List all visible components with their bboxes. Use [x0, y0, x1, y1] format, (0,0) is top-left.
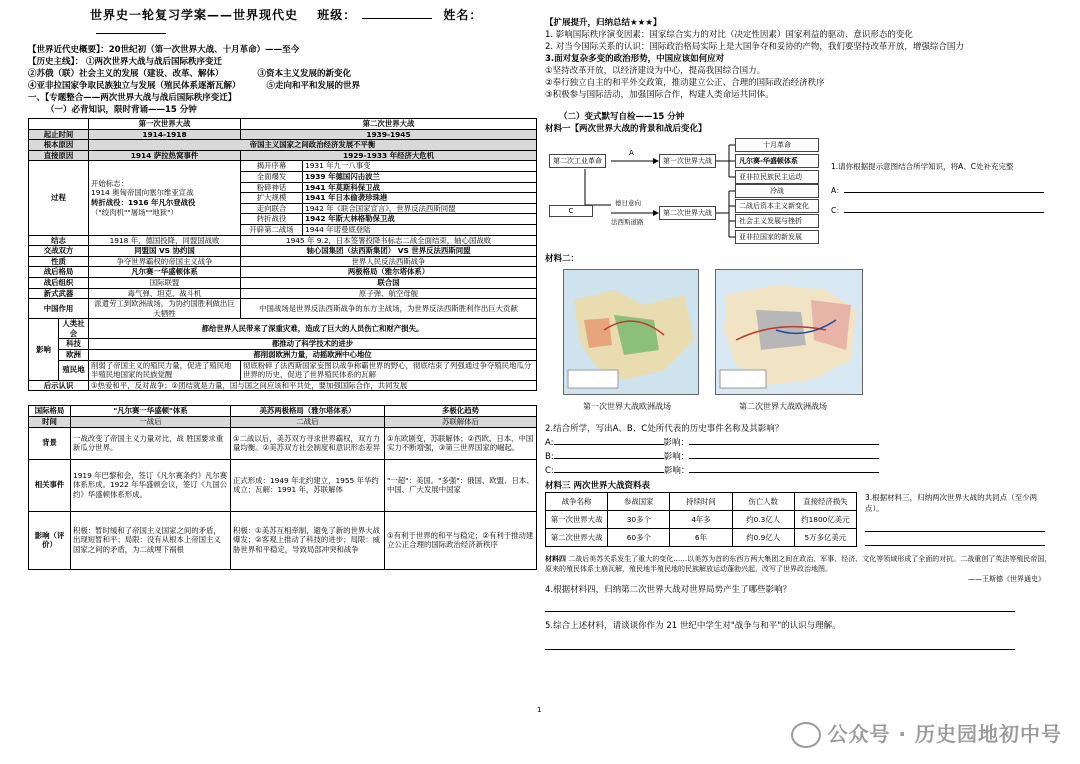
page-number: 1 — [537, 706, 542, 714]
table-cell: 约0.9亿人 — [732, 529, 794, 547]
q2-a-label: A: — [545, 438, 554, 448]
row-label: 起止时间 — [29, 129, 89, 140]
ww-compare-table — [28, 118, 537, 391]
answer-blank[interactable] — [689, 435, 879, 445]
stage-key: 转折战役 — [241, 214, 303, 225]
impact-value: 都推动了科学技术的进步 — [89, 339, 537, 350]
ext-title: 【扩展提升，归纳总结★★★】 — [545, 18, 662, 28]
answer-blank[interactable] — [865, 522, 1045, 532]
class-label: 班级： — [317, 8, 357, 22]
answer-a-label: A： — [831, 186, 844, 195]
header: "凡尔赛一华盛顿"体系 — [71, 406, 231, 417]
question-5: 5.综合上述材料，请谈谈你作为 21 世纪中学生对"战争与和平"的认识与理解。 — [545, 621, 841, 631]
diagram-node: 凡尔赛-华盛顿体系 — [735, 154, 819, 168]
overview-label: 【世界近代史概要】： — [28, 45, 109, 55]
cell: 联合国 — [241, 277, 537, 288]
cell: 国际联盟 — [89, 277, 241, 288]
answer-blank[interactable] — [545, 602, 1015, 612]
wechat-icon — [791, 722, 821, 748]
mainline-row3 — [28, 80, 536, 92]
material-3-area — [545, 492, 1055, 554]
answer-blank[interactable] — [554, 435, 664, 445]
mainline — [28, 56, 536, 68]
cell: ①热爱和平，反对战争；②团结就是力量，国与国之间应该和平共处，要加强国际合作，共同发展 — [89, 380, 537, 391]
table-cell: 约0.3亿人 — [732, 511, 794, 529]
diagram-node: 亚非拉民族民主运动 — [735, 170, 819, 184]
map-ww2-caption: 第二次世界大战欧洲战场 — [739, 402, 827, 411]
topic-heading: 一、【专题整合——两次世界大战与战后国际秩序变迁】 — [28, 93, 237, 103]
mainline-5: ⑤走向和平和发展的世界 — [266, 81, 361, 91]
answer-c-label: C： — [831, 206, 844, 215]
cell: 彻底粉碎了法西斯国家妄图以战争称霸世界的野心，彻底结束了列强通过争夺殖民地瓜分世界的历史，促进了世界殖民体系的瓦解 — [241, 360, 537, 380]
header: 美苏两极格局（雅尔塔体系） — [231, 406, 385, 417]
question-1: 1.请你根据提示意图结合所学知识，将A、C处补充完整 — [831, 162, 1014, 171]
diagram-node: C — [549, 205, 593, 217]
q2-b-label: B: — [545, 452, 554, 462]
stage-key: 走向联合 — [241, 203, 303, 214]
row-label: 时间 — [29, 417, 71, 428]
cell: 二战后 — [231, 417, 385, 428]
cell: 1914-1918 — [89, 129, 241, 140]
watermark-text: 公众号 · 历史园地初中号 — [827, 721, 1062, 746]
row-label: 相关事件 — [29, 459, 71, 511]
stage-key: 粉碎神话 — [241, 182, 303, 193]
table-cell: 4年多 — [670, 511, 732, 529]
cell: ①二战以后，美苏双方寻求世界霸权，双方力量均衡。②美苏双方社会制度和意识形态差异 — [231, 427, 385, 459]
ext-1: 1. 影响国际秩序演变因素：国家综合实力的对比（决定性因素）国家利益的驱动、意识形态的变化 — [545, 30, 913, 40]
table-cell: 30多个 — [608, 511, 670, 529]
impact-key: 殖民地 — [59, 360, 89, 380]
cell: ①东欧剧变，苏联解体；②西欧、日本、中国实力不断增强，③第三世界国家的崛起。 — [385, 427, 537, 459]
left-column — [28, 44, 536, 570]
q2-b — [545, 449, 1055, 463]
cell: 两极格局（雅尔塔体系） — [241, 267, 537, 278]
name-blank — [96, 33, 166, 34]
material-4-label: 材料四 — [545, 555, 566, 563]
question-4: 4.根据材料四，归纳第二次世界大战对世界局势产生了哪些影响？ — [545, 585, 792, 595]
stage-value: 1941 年莫斯科保卫战 — [303, 182, 537, 193]
diagram-node: 社会主义发展与挫折 — [735, 214, 819, 228]
cell: 轴心国集团（法西斯集团） VS 世界反法西斯同盟 — [241, 246, 537, 257]
ww1-process — [89, 161, 241, 235]
material-2-label: 材料二： — [545, 254, 580, 264]
mainline-1: ①两次世界大战与战后国际秩序变迁 — [85, 57, 222, 67]
row-label: 中国作用 — [29, 299, 89, 319]
answer-c — [831, 203, 1044, 216]
stage-value: 1944 年诺曼底登陆 — [303, 224, 537, 235]
cell: 削弱了帝国主义的殖民力量，促进了殖民地半殖民地国家的民族觉醒 — [89, 360, 241, 380]
cell: 1919 年巴黎和会，签订《凡尔赛条约》凡尔赛体系形成。1922 年华盛顿会议，签订《九国公约》华盛顿体系形成。 — [71, 459, 231, 511]
material-4 — [545, 554, 1053, 574]
table-cell: 6年 — [670, 529, 732, 547]
material-4-text: 二战后美苏关系发生了重大的变化……以美苏为首的东西方两大集团之间在政治、军事、经济、文化等领域形成了全面的对抗。二战重创了英法等殖民帝国，原来的殖民体系土崩瓦解，殖民地半殖民地的民族解放运动蓬勃兴起，改写了世界政治地图。 — [545, 555, 1052, 573]
diagram-label-a: A — [629, 149, 634, 157]
row-label: 背景 — [29, 427, 71, 459]
class-blank — [362, 18, 432, 19]
diagram-node: 十月革命 — [735, 138, 819, 152]
table-header: 持续时间 — [670, 493, 732, 511]
diagram-node: 第一次世界大战 — [659, 154, 716, 168]
mainline-4: ④亚非拉国家争取民族独立与发展（殖民体系逐渐瓦解） — [28, 81, 241, 91]
sub-heading-2: （二）变式默写自检——15 分钟 — [559, 112, 685, 122]
answer-blank[interactable] — [689, 463, 879, 473]
map-ww2 — [715, 269, 863, 395]
cell: 1929-1933 年经济大危机 — [241, 150, 537, 161]
impact-key: 科技 — [59, 339, 89, 350]
stage-value: 1942 年《联合国家宣言》，世界反法西斯同盟 — [303, 203, 537, 214]
mainline-2: ②苏俄（联）社会主义的发展（建设、改革、解体） — [28, 69, 224, 79]
row-label: 影响 — [29, 319, 59, 381]
question-3: 3.根据材料三，归纳两次世界大战的共同点（至少两点）。 — [865, 493, 1038, 513]
stage-key: 开辟第二战场 — [241, 224, 303, 235]
stage-value: 1939 年德国闪击波兰 — [303, 171, 537, 182]
ext-3: 3.面对复杂多变的政治形势，中国应该如何应对 — [545, 54, 725, 64]
ext-3b: ②奉行独立自主的和平外交政策，推动建立公正、合理的国际政治经济秩序 — [545, 78, 825, 88]
mainline-label: 【历史主线】： — [28, 57, 84, 67]
row-label: 直接原因 — [29, 150, 89, 161]
overview-text: 20世纪初（第一次世界大战、十月革命）——至今 — [108, 45, 300, 55]
table-header: 参战国家 — [608, 493, 670, 511]
diagram-node: 二战后资本主义新变化 — [735, 199, 819, 213]
right-column — [545, 17, 1055, 650]
stage-value: 1942 年斯大林格勒保卫战 — [303, 214, 537, 225]
row-label: 新式武器 — [29, 288, 89, 299]
diagram-node: 冷战 — [735, 184, 819, 198]
war-data-table — [545, 492, 857, 547]
table-cell: 第二次世界大战 — [546, 529, 608, 547]
cell: 一战后 — [71, 417, 231, 428]
effect-label: 影响： — [663, 438, 690, 448]
diagram-node: 亚非拉国家的新发展 — [735, 230, 819, 244]
answer-blank[interactable] — [844, 183, 1044, 193]
row-label: 根本原因 — [29, 140, 89, 151]
cell: 1945 年 9.2，日本签署投降书标志二战全面结束，轴心国战败 — [241, 235, 537, 246]
stage-key: 揭开序幕 — [241, 161, 303, 172]
map-ww1 — [563, 269, 699, 395]
impact-value: 都给世界人民带来了深重灾难，造成了巨大的人员伤亡和财产损失。 — [89, 319, 537, 339]
ww1-process-line: 1914 奥匈帝国向塞尔维亚宣战 — [91, 188, 194, 198]
document-title — [90, 6, 510, 37]
answer-blank[interactable] — [844, 203, 1044, 213]
ww1-process-line: （"绞肉机""屠场""地狱"） — [91, 207, 178, 217]
stage-value: 1941 年日本偷袭珍珠港 — [303, 193, 537, 204]
ww1-process-line: 转折战役：1916 年凡尔登战役 — [91, 197, 196, 207]
stage-key: 全面爆发 — [241, 171, 303, 182]
ext-3a: ①坚持改革开放，以经济建设为中心，提高我国综合国力。 — [545, 66, 766, 76]
answer-blank[interactable] — [545, 640, 1015, 650]
material-1-label: 材料一【两次世界大战的背景和战后变化】 — [545, 124, 707, 134]
cell: 世界人民反法西斯战争 — [241, 256, 537, 267]
row-label: 战后格局 — [29, 267, 89, 278]
q2-c-label: C: — [545, 466, 554, 476]
title-text: 世界史一轮复习学案——世界现代史 — [90, 8, 299, 22]
cell: 原子弹、航空母舰 — [241, 288, 537, 299]
answer-blank[interactable] — [865, 536, 1045, 546]
header: 多极化趋势 — [385, 406, 537, 417]
answer-blank[interactable] — [554, 449, 664, 459]
table-cell: 第一次世界大战 — [546, 511, 608, 529]
header-ww1: 第一次世界大战 — [89, 119, 241, 130]
table-cell — [29, 119, 89, 130]
row-label: 性质 — [29, 256, 89, 267]
map-ww1-art — [564, 270, 698, 394]
answer-blank[interactable] — [689, 449, 879, 459]
impact-key: 欧洲 — [59, 350, 89, 361]
material-3-label: 材料三 两次世界大战资料表 — [545, 481, 650, 491]
cell: 帝国主义国家之间政治经济发展不平衡 — [89, 140, 537, 151]
mainline-row2 — [28, 68, 536, 80]
row-label: 影响（评价） — [29, 511, 71, 569]
cell: 派遣劳工到欧洲战场，为协约国胜利做出巨大牺牲 — [89, 299, 241, 319]
header: 国际格局 — [29, 406, 71, 417]
cell: 苏联解体后 — [385, 417, 537, 428]
cell: 积极：①美苏互相牵制，避免了新的世界大战爆发；②客观上推动了科技的进步；局限：威胁世界和平稳定，导致局部冲突和战争 — [231, 511, 385, 569]
cell: "一超"：美国。"多强"：俄国、欧盟、日本、中国、广大发展中国家 — [385, 459, 537, 511]
cell: 同盟国 VS 协约国 — [89, 246, 241, 257]
cell: 争夺世界霸权的帝国主义战争 — [89, 256, 241, 267]
impact-key: 人类社会 — [59, 319, 89, 339]
row-label: 结志 — [29, 235, 89, 246]
row-label: 后示认识 — [29, 380, 89, 391]
map-ww2-art — [716, 270, 862, 394]
ext-3c: ③积极参与国际活动，加强国际合作，构建人类命运共同体。 — [545, 90, 774, 100]
stage-key: 扩大规模 — [241, 193, 303, 204]
impact-value: 都削弱欧洲力量，动摇欧洲中心地位 — [89, 350, 537, 361]
q2-c — [545, 463, 1055, 477]
cell: ①有利于世界的和平与稳定；②有利于推动建立公正合理的国际政治经济新秩序 — [385, 511, 537, 569]
ext-2: 2. 对当今国际关系的认识：国际政治格局实际上是大国争夺和妥协的产物，我们要坚持改革开放，增强综合国力 — [545, 42, 964, 52]
cell: 1914 萨拉热窝事件 — [89, 150, 241, 161]
cell: 毒气弹、坦克、战斗机 — [89, 288, 241, 299]
stage-value: 1931 年九一八事变 — [303, 161, 537, 172]
cell: 一战改变了帝国主义力量对比，战 胜国要求重新瓜分世界。 — [71, 427, 231, 459]
table-cell: 5万多亿美元 — [794, 529, 856, 547]
cell: 中国战场是世界反法西斯战争的东方主战场，为世界反法西斯胜利作出巨大贡献 — [241, 299, 537, 319]
question-2: 2.结合所学，写出A、B、C处所代表的历史事件名称及其影响？ — [545, 424, 784, 434]
row-label: 交战双方 — [29, 246, 89, 257]
ww1-process-line: 开始标志： — [91, 178, 128, 188]
flow-diagram — [545, 135, 1055, 251]
name-label: 姓名： — [443, 8, 483, 22]
table-header: 伤亡人数 — [732, 493, 794, 511]
cell: 1939-1945 — [241, 129, 537, 140]
overview — [28, 44, 536, 56]
table-cell: 约1800亿美元 — [794, 511, 856, 529]
mainline-3: ③资本主义发展的新变化 — [257, 69, 352, 79]
diagram-label: 法西斯道路 — [611, 218, 644, 226]
table-cell: 60多个 — [608, 529, 670, 547]
row-label: 过程 — [29, 161, 89, 235]
table-header: 战争名称 — [546, 493, 608, 511]
diagram-node: 第二次世界大战 — [659, 206, 716, 220]
q2-a — [545, 435, 1055, 449]
maps-area — [545, 265, 1055, 423]
watermark — [791, 718, 1062, 749]
cell: 凡尔赛一华盛顿体系 — [89, 267, 241, 278]
material-4-source: ——王斯德《世界通史》 — [968, 575, 1045, 583]
diagram-node: 第二次工业革命 — [549, 154, 606, 168]
effect-label: 影响： — [663, 466, 690, 476]
cell: 1918 年，德国投降，同盟国战败 — [89, 235, 241, 246]
map-ww1-caption: 第一次世界大战欧洲战场 — [583, 402, 671, 411]
cell: 正式形成：1949 年北约建立，1955 年华约成立；瓦解：1991 年，苏联解体 — [231, 459, 385, 511]
header-ww2: 第二次世界大战 — [241, 119, 537, 130]
row-label: 战后组织 — [29, 277, 89, 288]
answer-a — [831, 183, 1044, 196]
diagram-label: 德日意向 — [615, 199, 641, 207]
answer-blank[interactable] — [554, 463, 664, 473]
effect-label: 影响： — [663, 452, 690, 462]
cell: 积极：暂时缓和了帝国主义国家之间的矛盾，出现短暂和平；局限：没有从根本上帝国主义国家之间的矛盾，为二战埋下祸根 — [71, 511, 231, 569]
international-pattern-table — [28, 405, 537, 569]
table-header: 直接经济损失 — [794, 493, 856, 511]
sub-heading-1: （一）必背知识，限时背诵——15 分钟 — [46, 105, 197, 115]
